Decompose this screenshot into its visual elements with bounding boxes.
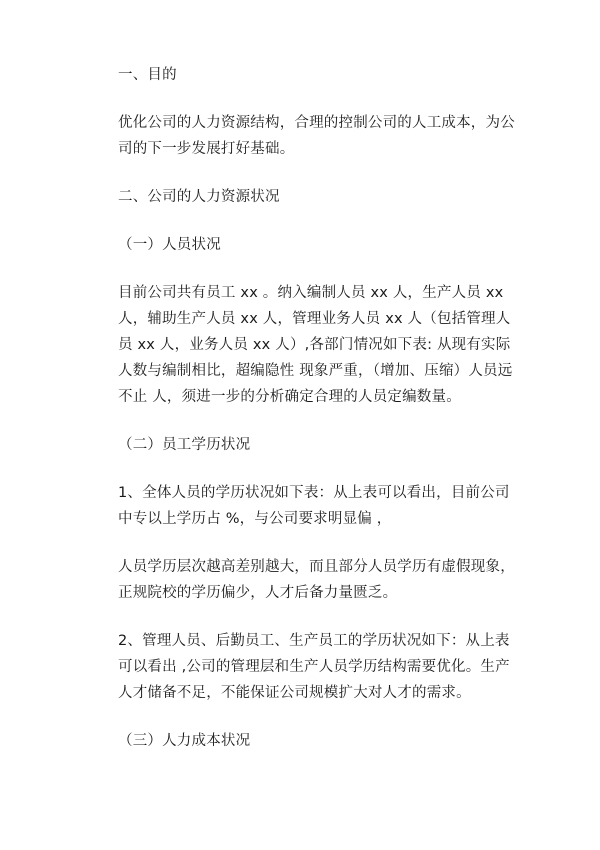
education-paragraph-3: 2、管理人员、后勤员工、生产员工的学历状况如下：从上表可以看出 ,公司的管理层和生产人员学历结构需要优化。生产人才储备不足，不能保证公司规模扩大对人才的需求。 [118, 633, 510, 701]
subheading-staff-status: （一）人员状况 [118, 237, 221, 253]
purpose-paragraph: 优化公司的人力资源结构，合理的控制公司的人工成本，为公司的下一步发展打好基础。 [118, 115, 515, 157]
education-paragraph-2: 人员学历层次越高差别越大，而且部分人员学历有虚假现象，正规院校的学历偏少，人才后备力量匮乏。 [118, 559, 515, 601]
subheading-labor-cost-status: （三）人力成本状况 [118, 733, 251, 749]
section-heading-hr-status: 二、公司的人力资源状况 [118, 189, 280, 205]
staff-status-paragraph: 目前公司共有员工 xx 。纳入编制人员 xx 人，生产人员 xx 人，辅助生产人员 xx 人，管理业务人员 xx 人（包括管理人员 xx 人，业务人员 xx 人）,各部门情况如下表: 从现有实际人数与编制相比，超编隐性 现象严重，（增加、压缩）人员远不止 人，须进一步的分析确定合理的人员定编数量。 [118, 285, 513, 405]
section-heading-purpose: 一、目的 [118, 67, 177, 83]
subheading-education-status: （二）员工学历状况 [118, 437, 251, 453]
document-body [118, 62, 518, 754]
education-paragraph-1: 1、全体人员的学历状况如下表：从上表可以看出，目前公司中专以上学历占 %，与公司要求明显偏 ， [118, 485, 510, 527]
